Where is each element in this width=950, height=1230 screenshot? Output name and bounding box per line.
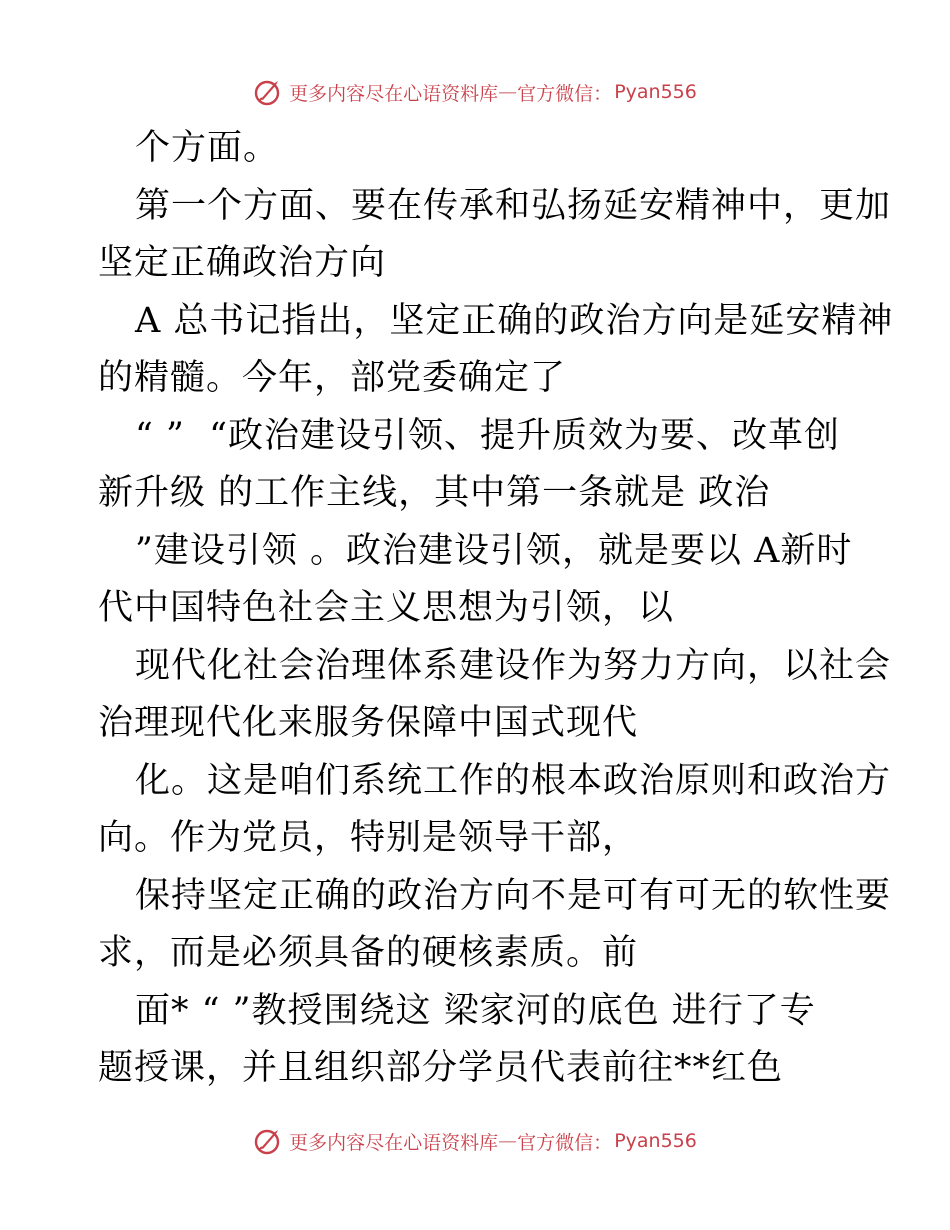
- watermark-site-text: 更多内容尽在心语资料库: [289, 1131, 499, 1154]
- body-line: 现代化社会治理体系建设作为努力方向，以社会: [135, 646, 892, 686]
- watermark-label: 官方微信：: [517, 1131, 613, 1154]
- body-line: 个方面。: [135, 128, 280, 168]
- watermark-label: 官方微信：: [517, 82, 613, 105]
- quill-logo-icon: [253, 1126, 283, 1156]
- body-line: 新升级 的工作主线，其中第一条就是 政治: [98, 473, 771, 513]
- watermark-separator: —: [498, 81, 518, 103]
- body-line: 代中国特色社会主义思想为引领，以: [98, 588, 675, 628]
- footer-watermark: [0, 1121, 950, 1161]
- body-line: A 总书记指出，坚定正确的政治方向是延安精神: [135, 301, 894, 341]
- body-line: 向。作为党员，特别是领导干部，: [98, 818, 639, 858]
- body-line: 题授课，并且组织部分学员代表前往**红色: [98, 1048, 784, 1088]
- body-line: 治理现代化来服务保障中国式现代: [98, 703, 639, 743]
- body-line: 坚定正确政治方向: [98, 243, 387, 283]
- body-line: 化。这是咱们系统工作的根本政治原则和政治方: [135, 761, 892, 801]
- watermark-account: Pyan556: [614, 1130, 697, 1152]
- body-line: 求，而是必须具备的硬核素质。前: [98, 933, 639, 973]
- body-line: 保持坚定正确的政治方向不是可有可无的软性要: [135, 876, 892, 916]
- body-line: 面* “ ”教授围绕这 梁家河的底色 进行了专: [135, 991, 816, 1031]
- quill-logo-icon: [253, 77, 283, 107]
- body-line: 的精髓。今年，部党委确定了: [98, 358, 567, 398]
- watermark-separator: —: [498, 1130, 518, 1152]
- watermark-site-text: 更多内容尽在心语资料库: [289, 82, 499, 105]
- body-line: “ ” “政治建设引领、提升质效为要、改革创: [135, 416, 841, 456]
- header-watermark: [0, 72, 950, 112]
- watermark-account: Pyan556: [614, 81, 697, 103]
- body-line: ”建设引领 。政治建设引领，就是要以 A新时: [135, 531, 853, 571]
- body-line: 第一个方面、要在传承和弘扬延安精神中，更加: [135, 186, 892, 226]
